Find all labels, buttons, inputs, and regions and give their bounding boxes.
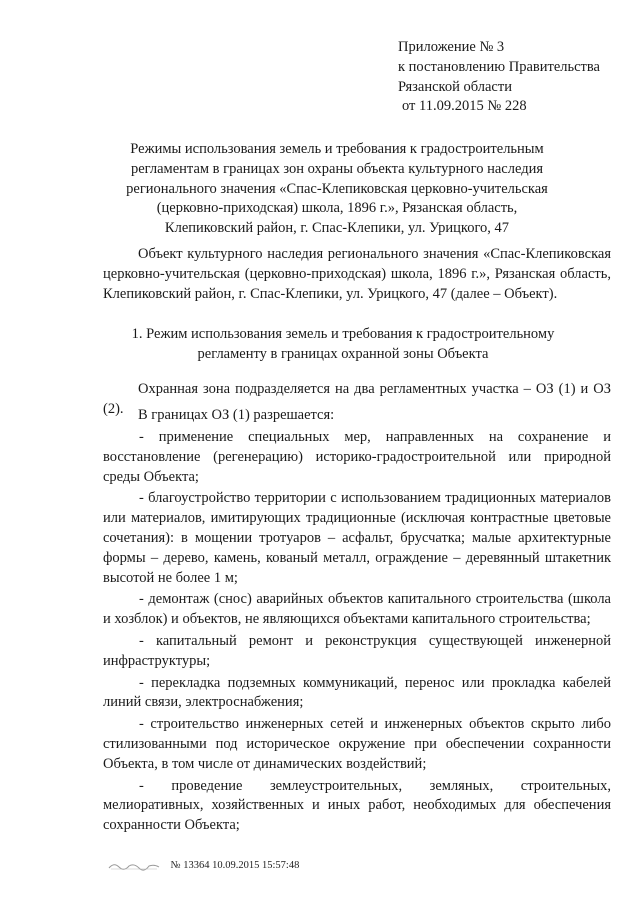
document-title <box>110 140 564 239</box>
title-line: (церковно-приходская) школа, 1896 г.», Рязанская область, <box>156 200 518 217</box>
title-line: Режимы использования земель и требования к градостроительным <box>130 141 544 157</box>
appendix-region: Рязанской области <box>398 78 512 95</box>
section-heading-line: 1. Режим использования земель и требования к градостроительному <box>131 326 555 342</box>
list-item: - перекладка подземных коммуникаций, перенос или прокладка кабелей линий связи, электроснабжения; <box>103 674 611 711</box>
title-line: регламентам в границах зон охраны объекта культурного наследия <box>130 160 544 177</box>
section-heading-line: регламенту в границах охранной зоны Объекта <box>197 345 489 362</box>
list-item: - демонтаж (снос) аварийных объектов капитального строительства (школа и хозблок) и объектов, не являющихся объектами капитального строительства; <box>103 591 611 628</box>
list-item: - строительство инженерных сетей и инженерных объектов скрыто либо стилизованными под историческое окружение при обеспечении сохранности Объекта, в том числе от динамических воздействий; <box>103 716 611 772</box>
appendix-decree-ref: к постановлению Правительства <box>398 58 600 75</box>
section-heading <box>110 325 576 365</box>
title-line: регионального значения «Спас-Клепиковская церковно-учительская <box>126 180 548 197</box>
list-item: - капитальный ремонт и реконструкция существующей инженерной инфраструктуры; <box>103 632 611 669</box>
scribble-stamp-icon <box>108 861 160 871</box>
list-item: - благоустройство территории с использованием традиционных материалов или материалов, имитирующих традиционные (исключая контрастные цветовые сочетания): в мощении тротуаров – асфальт, брусчатка; малые архитектурные формы – дерево, камень, кованый металл, ограждение – деревянный штакетник высотой не более 1 м; <box>103 490 611 586</box>
allowed-label: В границах ОЗ (1) разрешается: <box>138 407 335 423</box>
list-item: - проведение землеустроительных, земляных, строительных, мелиоративных, хозяйственных и иных работ, необходимых для обеспечения сохранности Объекта; <box>103 777 611 834</box>
registration-number: № 13364 10.09.2015 15:57:48 <box>170 860 300 871</box>
appendix-number: Приложение № 3 <box>398 39 505 55</box>
intro-paragraph: Объект культурного наследия регионального значения «Спас-Клепиковская церковно-учительская (церковно-приходская) школа, 1896 г.», Рязанская область, Клепиковский район, г. Спас-Клепики, ул. Урицкого, 47 (далее – Объект). <box>103 246 611 302</box>
title-line: Клепиковский район, г. Спас-Клепики, ул. Урицкого, 47 <box>164 220 510 237</box>
list-item: - применение специальных мер, направленных на сохранение и восстановление (регенерацию) историко-градостроительной или природной среды Объекта; <box>103 429 611 485</box>
zones-intro-paragraph: Охранная зона подразделяется на два регламентных участка – ОЗ (1) и ОЗ (2). <box>103 381 611 417</box>
registration-footer <box>108 856 299 876</box>
appendix-block <box>398 38 628 117</box>
appendix-date: от 11.09.2015 № 228 <box>402 98 527 115</box>
allowed-items-list <box>103 428 611 838</box>
